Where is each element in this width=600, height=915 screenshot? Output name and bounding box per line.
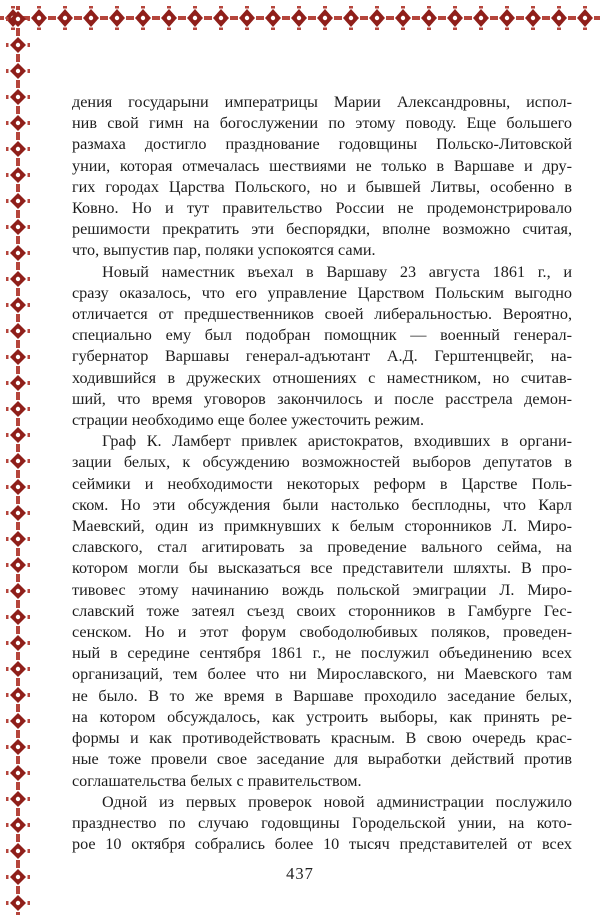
text-line: славский тоже затеял съезд своих сторонников в Гамбурге Гес- xyxy=(72,601,572,620)
text-line: сразу оказалось, что его управление Царством Польским выгодно xyxy=(72,283,572,302)
text-line: формы и как противодействовать красным. В свою очередь крас- xyxy=(72,729,572,748)
text-line: славского, стал агитировать за проведение вального сейма, на xyxy=(72,538,572,557)
text-line: ный в середине сентября 1861 г., не послужил объединению всех xyxy=(72,644,572,663)
text-line: отличается от предшественников своей либеральностью. Вероятно, xyxy=(72,305,572,324)
text-line: нив свой гимн на богослужении по этому поводу. Еще большего xyxy=(72,114,572,133)
text-line: не было. В то же время в Варшаве проходило заседание белых, xyxy=(72,686,572,705)
text-line: организаций, тем более что ни Мирославского, ни Маевского там xyxy=(72,665,572,684)
ornament-border-left-icon xyxy=(6,6,30,915)
text-line: сеймики и необходимости некоторых реформ в Царстве Поль- xyxy=(72,474,572,493)
paragraph xyxy=(72,262,572,432)
text-line: рое 10 октября собрались более 10 тысяч представителей от всех xyxy=(72,835,572,854)
paragraph xyxy=(72,92,572,262)
text-line: что, выпустив пар, поляки успокоятся сами. xyxy=(72,241,376,260)
text-line: соглашательства белых с правительством. xyxy=(72,771,362,790)
text-line: Одной из первых проверок новой администрации послужило xyxy=(102,792,572,811)
text-line: Маевский, один из примкнувших к белым сторонников Л. Миро- xyxy=(72,517,572,536)
text-line: тивовес этому начинанию вождь польской эмиграции Л. Миро- xyxy=(72,580,572,599)
text-line: губернатор Варшавы генерал-адъютант А.Д. Герштенцвейг, на- xyxy=(72,347,572,366)
paragraph xyxy=(72,792,572,856)
text-line: ные тоже провели свое заседание для выработки действий против xyxy=(72,750,572,769)
text-line: дения государыни императрицы Марии Александровны, испол- xyxy=(72,93,572,111)
text-line: празднество по случаю годовщины Городельской унии, на кото- xyxy=(72,813,572,832)
text-line: Ковно. Но и тут правительство России не продемонстрировало xyxy=(72,199,572,218)
paragraph xyxy=(72,431,572,791)
text-line: специально ему был подобран помощник — военный генерал- xyxy=(72,326,572,345)
text-column xyxy=(72,92,572,855)
text-line: решимости прекратить эти беспорядки, вполне возможно считая, xyxy=(72,220,572,239)
text-line: Новый наместник въехал в Варшаву 23 августа 1861 г., и xyxy=(102,262,572,281)
text-line: на котором обсуждалось, как устроить выборы, как принять ре- xyxy=(72,707,572,726)
text-line: ший, что время уговоров закончилось и после расстрела демон- xyxy=(72,389,572,408)
text-line: зации белых, к обсуждению возможностей выборов депутатов в xyxy=(72,453,572,472)
page-number: 437 xyxy=(286,864,314,883)
text-line: страции необходимо еще более ужесточить режим. xyxy=(72,411,425,430)
text-line: ском. Но эти обсуждения были настолько бесплодны, что Карл xyxy=(72,495,572,514)
text-line: гих городах Царства Польского, но и бывшей Литвы, особенно в xyxy=(72,177,572,196)
text-line: унии, которая отмечалась шествиями не только в Варшаве и дру- xyxy=(72,156,572,175)
text-line: сенском. Но и этот форум свободолюбивых поляков, проведен- xyxy=(72,623,572,642)
text-line: ходившийся в дружеских отношениях с наместником, но считав- xyxy=(72,368,572,387)
ornament-border-top-icon xyxy=(0,6,600,30)
text-line: Граф К. Ламберт привлек аристократов, входивших в органи- xyxy=(102,432,572,451)
text-line: котором могли бы высказаться все представители шляхты. В про- xyxy=(72,559,572,578)
text-line: размаха достигло празднование годовщины Польско-Литовской xyxy=(72,135,572,154)
